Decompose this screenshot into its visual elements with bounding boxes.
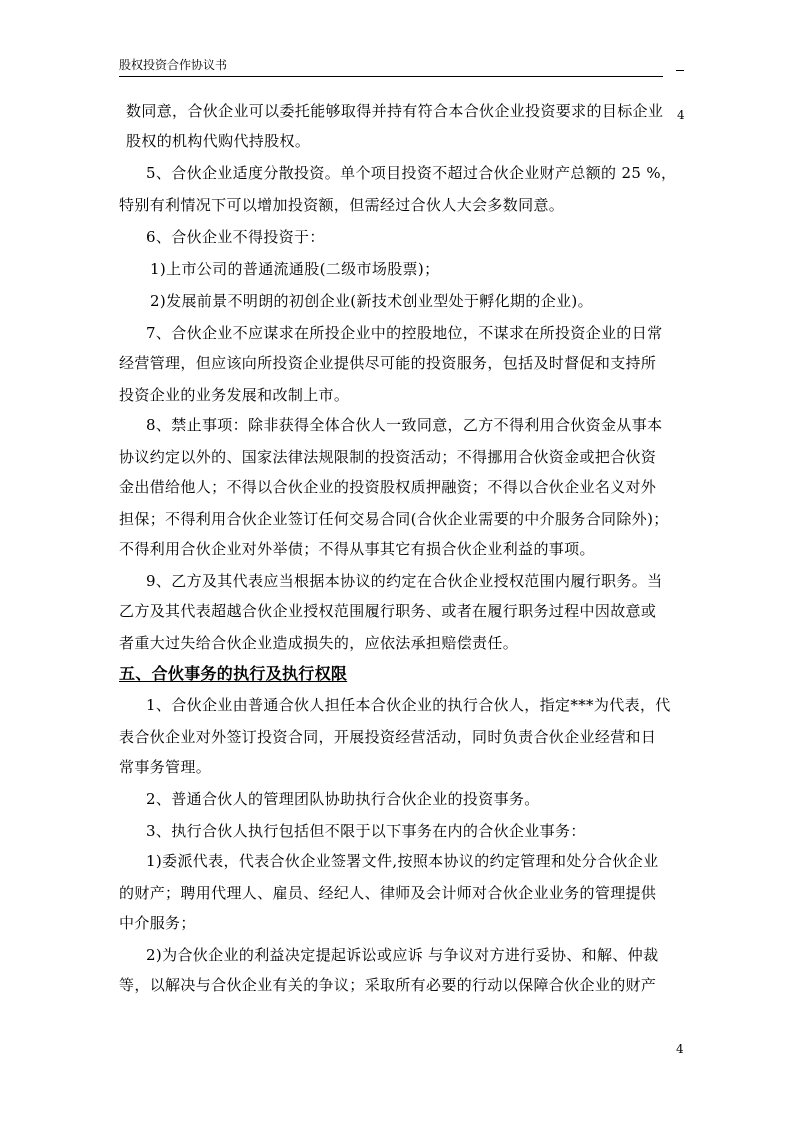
paragraph-line: 股权的机构代购代持股权。 <box>126 132 311 150</box>
paragraph-line: 2、普通合伙人的管理团队协助执行合伙企业的投资事务。 <box>146 790 540 808</box>
header-page-number: 4 <box>677 108 685 122</box>
paragraph-line: 数同意，合伙企业可以委托能够取得并持有符合本合伙企业投资要求的目标企业 <box>126 102 664 120</box>
footer-page-number: 4 <box>676 1042 684 1056</box>
paragraph-line: 1)上市公司的普通流通股(二级市场股票)； <box>150 260 440 278</box>
paragraph-line: 1)委派代表，代表合伙企业签署文件,按照本协议的约定管理和处分合伙企业 <box>146 852 659 870</box>
paragraph-line: 中介服务； <box>119 914 196 932</box>
paragraph-line: 者重大过失给合伙企业造成损失的，应依法承担赔偿责任。 <box>119 634 519 652</box>
paragraph-line: 常事务管理。 <box>119 758 212 776</box>
paragraph-line: 投资企业的业务发展和改制上市。 <box>119 386 350 404</box>
paragraph-line: 不得利用合伙企业对外举债；不得从事其它有损合伙企业利益的事项。 <box>119 540 595 558</box>
paragraph-line: 2)发展前景不明朗的初创企业(新技术创业型处于孵化期的企业)。 <box>150 292 593 310</box>
paragraph-line: 9、乙方及其代表应当根据本协议的约定在合伙企业授权范围内履行职务。当 <box>146 572 663 590</box>
paragraph-line: 8、禁止事项：除非获得全体合伙人一致同意，乙方不得利用合伙资金从事本 <box>146 416 663 434</box>
paragraph-line: 6、合伙企业不得投资于： <box>146 228 325 246</box>
paragraph-line: 7、合伙企业不应谋求在所投企业中的控股地位，不谋求在所投资企业的日常 <box>146 324 663 342</box>
section-heading: 五、合伙事务的执行及执行权限 <box>119 664 348 683</box>
paragraph-line: 等，以解决与合伙企业有关的争议；采取所有必要的行动以保障合伙企业的财产 <box>119 976 657 994</box>
paragraph-line: 特别有利情况下可以增加投资额，但需经过合伙人大会多数同意。 <box>119 196 565 214</box>
header-title: 股权投资合作协议书 <box>119 58 228 72</box>
paragraph-line: 乙方及其代表超越合伙企业授权范围履行职务、或者在履行职务过程中因故意或 <box>119 602 657 620</box>
paragraph-line: 的财产；聘用代理人、雇员、经纪人、律师及会计师对合伙企业业务的管理提供 <box>119 884 657 902</box>
paragraph-line: 协议约定以外的、国家法律法规限制的投资活动；不得挪用合伙资金或把合伙资 <box>119 448 657 466</box>
paragraph-line: 2)为合伙企业的利益决定提起诉讼或应诉 与争议对方进行妥协、和解、仲裁 <box>146 946 659 964</box>
paragraph-line: 金出借给他人；不得以合伙企业的投资股权质押融资；不得以合伙企业名义对外 <box>119 478 657 496</box>
paragraph-line: 担保；不得利用合伙企业签订任何交易合同(合伙企业需要的中介服务合同除外)； <box>119 510 669 528</box>
header-page-underline <box>676 70 684 71</box>
paragraph-line: 表合伙企业对外签订投资合同，开展投资经营活动，同时负责合伙企业经营和日 <box>119 728 657 746</box>
paragraph-line: 1、合伙企业由普通合伙人担任本合伙企业的执行合伙人，指定***为代表，代 <box>146 696 671 714</box>
paragraph-line: 3、执行合伙人执行包括但不限于以下事务在内的合伙企业事务： <box>146 822 586 840</box>
paragraph-line: 经营管理，但应该向所投资企业提供尽可能的投资服务，包括及时督促和支持所 <box>119 354 657 372</box>
paragraph-line: 5、合伙企业适度分散投资。单个项目投资不超过合伙企业财产总额的 25 %， <box>146 164 677 182</box>
